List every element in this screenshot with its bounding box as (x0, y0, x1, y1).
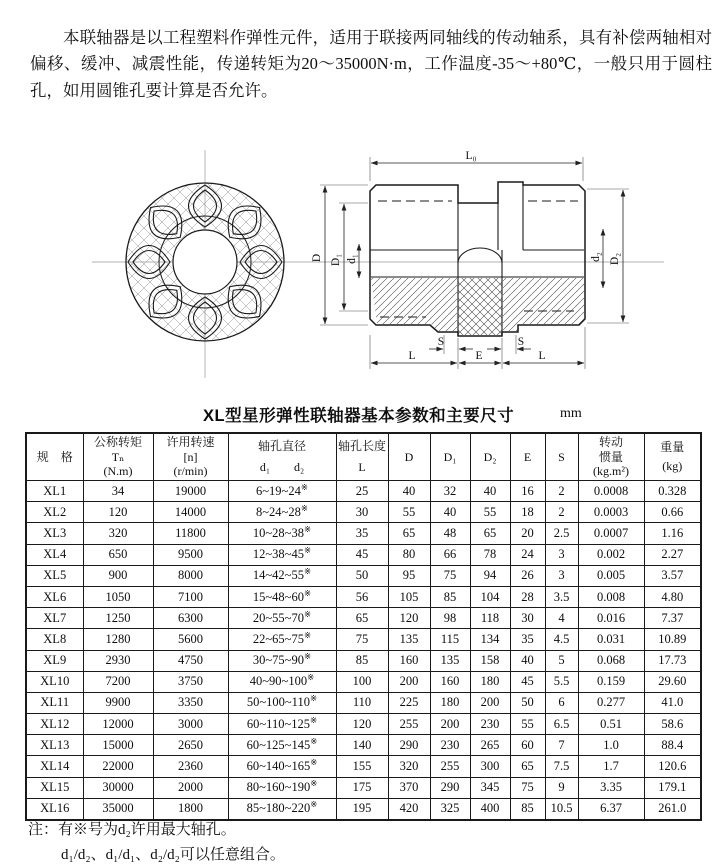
table-row (26, 671, 701, 692)
table-cell: 28 (510, 586, 545, 607)
table-cell: 12000 (83, 714, 153, 735)
col-header-spec: 规 格 (26, 433, 83, 481)
table-cell: 17.73 (644, 650, 701, 671)
table-cell: 80~160~190※ (228, 777, 336, 798)
table-cell: 55 (470, 502, 510, 523)
table-cell: 4.5 (545, 629, 578, 650)
table-cell: 900 (83, 565, 153, 586)
table-cell: 4750 (153, 650, 228, 671)
table-cell: 22~65~75※ (228, 629, 336, 650)
col-header-bore-length: 轴孔长度 L (336, 433, 388, 481)
table-cell: 26 (510, 565, 545, 586)
table-cell: 35 (336, 523, 388, 544)
table-row (26, 777, 701, 798)
table-cell: 0.005 (578, 565, 644, 586)
col-header-E: E (510, 433, 545, 481)
table-cell: 180 (470, 671, 510, 692)
table-cell: 0.328 (644, 481, 701, 502)
table-cell: 9 (545, 777, 578, 798)
table-cell: 60~125~145※ (228, 735, 336, 756)
table-cell: 56 (336, 586, 388, 607)
table-row (26, 586, 701, 607)
table-cell: 18 (510, 502, 545, 523)
table-cell: 135 (430, 650, 470, 671)
table-cell: 85~180~220※ (228, 798, 336, 820)
header-row (26, 433, 701, 481)
table-row (26, 692, 701, 713)
table-cell: 10.5 (545, 798, 578, 820)
table-cell: 345 (470, 777, 510, 798)
table-cell: 320 (388, 756, 430, 777)
table-cell: 160 (430, 671, 470, 692)
table-cell: 7 (545, 735, 578, 756)
table-cell: 200 (388, 671, 430, 692)
dim-label-e: E (475, 350, 483, 362)
table-cell: 40 (470, 481, 510, 502)
table-cell: 5.5 (545, 671, 578, 692)
table-cell: 225 (388, 692, 430, 713)
table-cell: 105 (388, 586, 430, 607)
table-cell: 55 (510, 714, 545, 735)
table-cell: 180 (430, 692, 470, 713)
table-cell: 0.0008 (578, 481, 644, 502)
table-cell: 75 (336, 629, 388, 650)
table-cell: 100 (336, 671, 388, 692)
table-cell: 65 (470, 523, 510, 544)
table-cell: 85 (510, 798, 545, 820)
table-cell: 5600 (153, 629, 228, 650)
table-cell: 290 (388, 735, 430, 756)
table-cell: 3350 (153, 692, 228, 713)
table-cell: XL12 (26, 714, 83, 735)
table-cell: 95 (388, 565, 430, 586)
table-cell: 4.80 (644, 586, 701, 607)
footnote-line-2: d₁/d₂、d₁/d₁、d₂/d₂可以任意组合。 (61, 847, 285, 863)
table-cell: 14~42~55※ (228, 565, 336, 586)
table-cell: XL6 (26, 586, 83, 607)
table-cell: 22000 (83, 756, 153, 777)
table-cell: 230 (470, 714, 510, 735)
table-cell: 58.6 (644, 714, 701, 735)
table-cell: 16 (510, 481, 545, 502)
table-cell: XL4 (26, 544, 83, 565)
technical-drawing (0, 0, 725, 398)
table-cell: 3750 (153, 671, 228, 692)
table-cell: 2.27 (644, 544, 701, 565)
table-cell: 35000 (83, 798, 153, 820)
table-row (26, 735, 701, 756)
table-cell: 24 (510, 544, 545, 565)
table-row (26, 629, 701, 650)
table-cell: 50 (336, 565, 388, 586)
table-cell: 2 (545, 502, 578, 523)
table-cell: 30 (510, 608, 545, 629)
table-cell: 255 (430, 756, 470, 777)
table-cell: XL7 (26, 608, 83, 629)
table-row (26, 481, 701, 502)
table-cell: 1.7 (578, 756, 644, 777)
table-cell: XL5 (26, 565, 83, 586)
table-cell: 65 (336, 608, 388, 629)
table-row (26, 756, 701, 777)
table-cell: 50~100~110※ (228, 692, 336, 713)
table-cell: 40~90~100※ (228, 671, 336, 692)
table-cell: 2650 (153, 735, 228, 756)
footnote-line-1: 注：有※号为d₂许用最大轴孔。 (28, 822, 236, 838)
dim-label-d1-bore: d₁ (346, 254, 358, 264)
table-cell: 3.35 (578, 777, 644, 798)
table-cell: XL13 (26, 735, 83, 756)
col-header-weight: 重量 (kg) (644, 433, 701, 481)
table-cell: 0.0003 (578, 502, 644, 523)
table-cell: 1.16 (644, 523, 701, 544)
table-cell: 3.57 (644, 565, 701, 586)
table-cell: 3 (545, 544, 578, 565)
front-view (126, 150, 284, 378)
intro-paragraph: 本联轴器是以工程塑料作弹性元件，适用于联接两同轴线的传动轴系，具有补偿两轴相对偏移、缓冲、减震性能，传递转矩为20～35000N·m，工作温度-35～+80℃，一般只用于圆柱孔，如用圆锥孔要计算是否允许。 (30, 27, 712, 100)
table-cell: 15~48~60※ (228, 586, 336, 607)
table-cell: XL8 (26, 629, 83, 650)
table-cell: 8~24~28※ (228, 502, 336, 523)
table-cell: 2360 (153, 756, 228, 777)
element-dome (458, 248, 502, 263)
table-cell: 48 (430, 523, 470, 544)
table-cell: 10.89 (644, 629, 701, 650)
table-cell: 60~110~125※ (228, 714, 336, 735)
table-cell: 20~55~70※ (228, 608, 336, 629)
table-cell: 120.6 (644, 756, 701, 777)
table-cell: 320 (83, 523, 153, 544)
table-cell: 2.5 (545, 523, 578, 544)
col-header-torque: 公称转矩 Tₙ (N.m) (83, 433, 153, 481)
table-cell: 1250 (83, 608, 153, 629)
table-cell: 0.031 (578, 629, 644, 650)
table-cell: 261.0 (644, 798, 701, 820)
table-cell: 110 (336, 692, 388, 713)
col-header-bore: 轴孔直径 d₁ d₂ (228, 433, 336, 481)
table-cell: 2930 (83, 650, 153, 671)
table-cell: XL16 (26, 798, 83, 820)
table-cell: 6~19~24※ (228, 481, 336, 502)
table-cell: 2000 (153, 777, 228, 798)
table-cell: XL9 (26, 650, 83, 671)
dim-label-d2-flange: D₂ (609, 252, 621, 266)
table-cell: 55 (388, 502, 430, 523)
table-cell: 420 (388, 798, 430, 820)
table-cell: 45 (510, 671, 545, 692)
col-header-D1: D₁ (430, 433, 470, 481)
table-cell: 0.159 (578, 671, 644, 692)
table-cell: 200 (430, 714, 470, 735)
table-cell: 15000 (83, 735, 153, 756)
table-cell: 66 (430, 544, 470, 565)
table-cell: 6.5 (545, 714, 578, 735)
table-cell: 94 (470, 565, 510, 586)
table-cell: 3.5 (545, 586, 578, 607)
col-header-inertia: 转动 惯量 (kg.m²) (578, 433, 644, 481)
table-cell: 0.66 (644, 502, 701, 523)
table-cell: 120 (388, 608, 430, 629)
table-cell: 14000 (153, 502, 228, 523)
table-cell: 6 (545, 692, 578, 713)
table-cell: 0.0007 (578, 523, 644, 544)
table-cell: 3 (545, 565, 578, 586)
table-cell: 135 (388, 629, 430, 650)
table-cell: XL14 (26, 756, 83, 777)
dim-label-l0: L₀ (465, 150, 477, 162)
table-cell: 65 (510, 756, 545, 777)
table-row (26, 798, 701, 820)
table-cell: 88.4 (644, 735, 701, 756)
table-cell: 8000 (153, 565, 228, 586)
table-cell: 40 (430, 502, 470, 523)
table-cell: 30000 (83, 777, 153, 798)
table-cell: 10~28~38※ (228, 523, 336, 544)
table-cell: 160 (388, 650, 430, 671)
table-cell: 120 (83, 502, 153, 523)
table-row (26, 608, 701, 629)
table-cell: 80 (388, 544, 430, 565)
table-cell: 30 (336, 502, 388, 523)
col-header-D2: D₂ (470, 433, 510, 481)
table-cell: 45 (336, 544, 388, 565)
table-cell: 120 (336, 714, 388, 735)
table-cell: 118 (470, 608, 510, 629)
table-row (26, 523, 701, 544)
table-cell: 98 (430, 608, 470, 629)
table-cell: XL3 (26, 523, 83, 544)
parameters-table (25, 432, 702, 821)
table-cell: 4 (545, 608, 578, 629)
table-cell: 0.008 (578, 586, 644, 607)
table-cell: 115 (430, 629, 470, 650)
table-row (26, 650, 701, 671)
col-header-D: D (388, 433, 430, 481)
dim-label-d1-flange: D₁ (330, 253, 342, 267)
table-cell: 50 (510, 692, 545, 713)
table-cell: 175 (336, 777, 388, 798)
table-cell: 6300 (153, 608, 228, 629)
table-row (26, 565, 701, 586)
table-cell: 34 (83, 481, 153, 502)
table-cell: 75 (510, 777, 545, 798)
table-body (26, 481, 701, 821)
table-row (26, 714, 701, 735)
table-cell: 6.37 (578, 798, 644, 820)
dim-label-d2-bore: d₂ (590, 252, 602, 262)
dim-label-l-right: L (538, 350, 546, 362)
table-cell: 195 (336, 798, 388, 820)
table-cell: 7100 (153, 586, 228, 607)
table-cell: 5 (545, 650, 578, 671)
table-cell: 200 (470, 692, 510, 713)
table-cell: 1.0 (578, 735, 644, 756)
table-cell: 85 (430, 586, 470, 607)
table-cell: 1800 (153, 798, 228, 820)
dim-label-s-left: S (437, 336, 445, 348)
table-cell: 9900 (83, 692, 153, 713)
table-cell: 65 (388, 523, 430, 544)
table-cell: 1050 (83, 586, 153, 607)
table-cell: 255 (388, 714, 430, 735)
table-cell: 20 (510, 523, 545, 544)
table-cell: 9500 (153, 544, 228, 565)
table-cell: 40 (510, 650, 545, 671)
table-cell: 11800 (153, 523, 228, 544)
table-cell: XL15 (26, 777, 83, 798)
table-cell: XL1 (26, 481, 83, 502)
table-cell: 265 (470, 735, 510, 756)
table-cell: 0.068 (578, 650, 644, 671)
table-cell: 19000 (153, 481, 228, 502)
table-cell: 0.51 (578, 714, 644, 735)
table-cell: 32 (430, 481, 470, 502)
table-cell: 2 (545, 481, 578, 502)
table-cell: 7200 (83, 671, 153, 692)
table-cell: 40 (388, 481, 430, 502)
table-cell: 140 (336, 735, 388, 756)
table-cell: 30~75~90※ (228, 650, 336, 671)
table-cell: 75 (430, 565, 470, 586)
table-cell: 134 (470, 629, 510, 650)
col-header-speed: 许用转速 [n] (r/min) (153, 433, 228, 481)
table-cell: 7.5 (545, 756, 578, 777)
table-cell: 158 (470, 650, 510, 671)
table-cell: 650 (83, 544, 153, 565)
table-title: XL型星形弹性联轴器基本参数和主要尺寸 (203, 407, 515, 425)
table-cell: 1280 (83, 629, 153, 650)
table-cell: 7.37 (644, 608, 701, 629)
footnotes (28, 818, 285, 865)
table-cell: 60~140~165※ (228, 756, 336, 777)
table-cell: XL10 (26, 671, 83, 692)
table-unit: mm (560, 406, 582, 421)
table-cell: 325 (430, 798, 470, 820)
table-cell: 85 (336, 650, 388, 671)
table-cell: 179.1 (644, 777, 701, 798)
table-cell: 78 (470, 544, 510, 565)
table-cell: 60 (510, 735, 545, 756)
table-row (26, 502, 701, 523)
table-cell: XL2 (26, 502, 83, 523)
table-cell: XL11 (26, 692, 83, 713)
table-cell: 41.0 (644, 692, 701, 713)
table-cell: 12~38~45※ (228, 544, 336, 565)
table-cell: 400 (470, 798, 510, 820)
table-cell: 370 (388, 777, 430, 798)
dim-label-s-right: S (517, 336, 525, 348)
table-cell: 290 (430, 777, 470, 798)
table-cell: 155 (336, 756, 388, 777)
table-row (26, 544, 701, 565)
table-cell: 300 (470, 756, 510, 777)
table-cell: 0.002 (578, 544, 644, 565)
table-cell: 104 (470, 586, 510, 607)
table-cell: 0.277 (578, 692, 644, 713)
dim-label-d-outer: D (311, 253, 323, 263)
table-cell: 230 (430, 735, 470, 756)
table-cell: 25 (336, 481, 388, 502)
table-cell: 29.60 (644, 671, 701, 692)
dim-label-l-left: L (408, 350, 416, 362)
side-view (311, 150, 629, 369)
table-cell: 35 (510, 629, 545, 650)
table-cell: 3000 (153, 714, 228, 735)
col-header-S: S (545, 433, 578, 481)
table-cell: 0.016 (578, 608, 644, 629)
